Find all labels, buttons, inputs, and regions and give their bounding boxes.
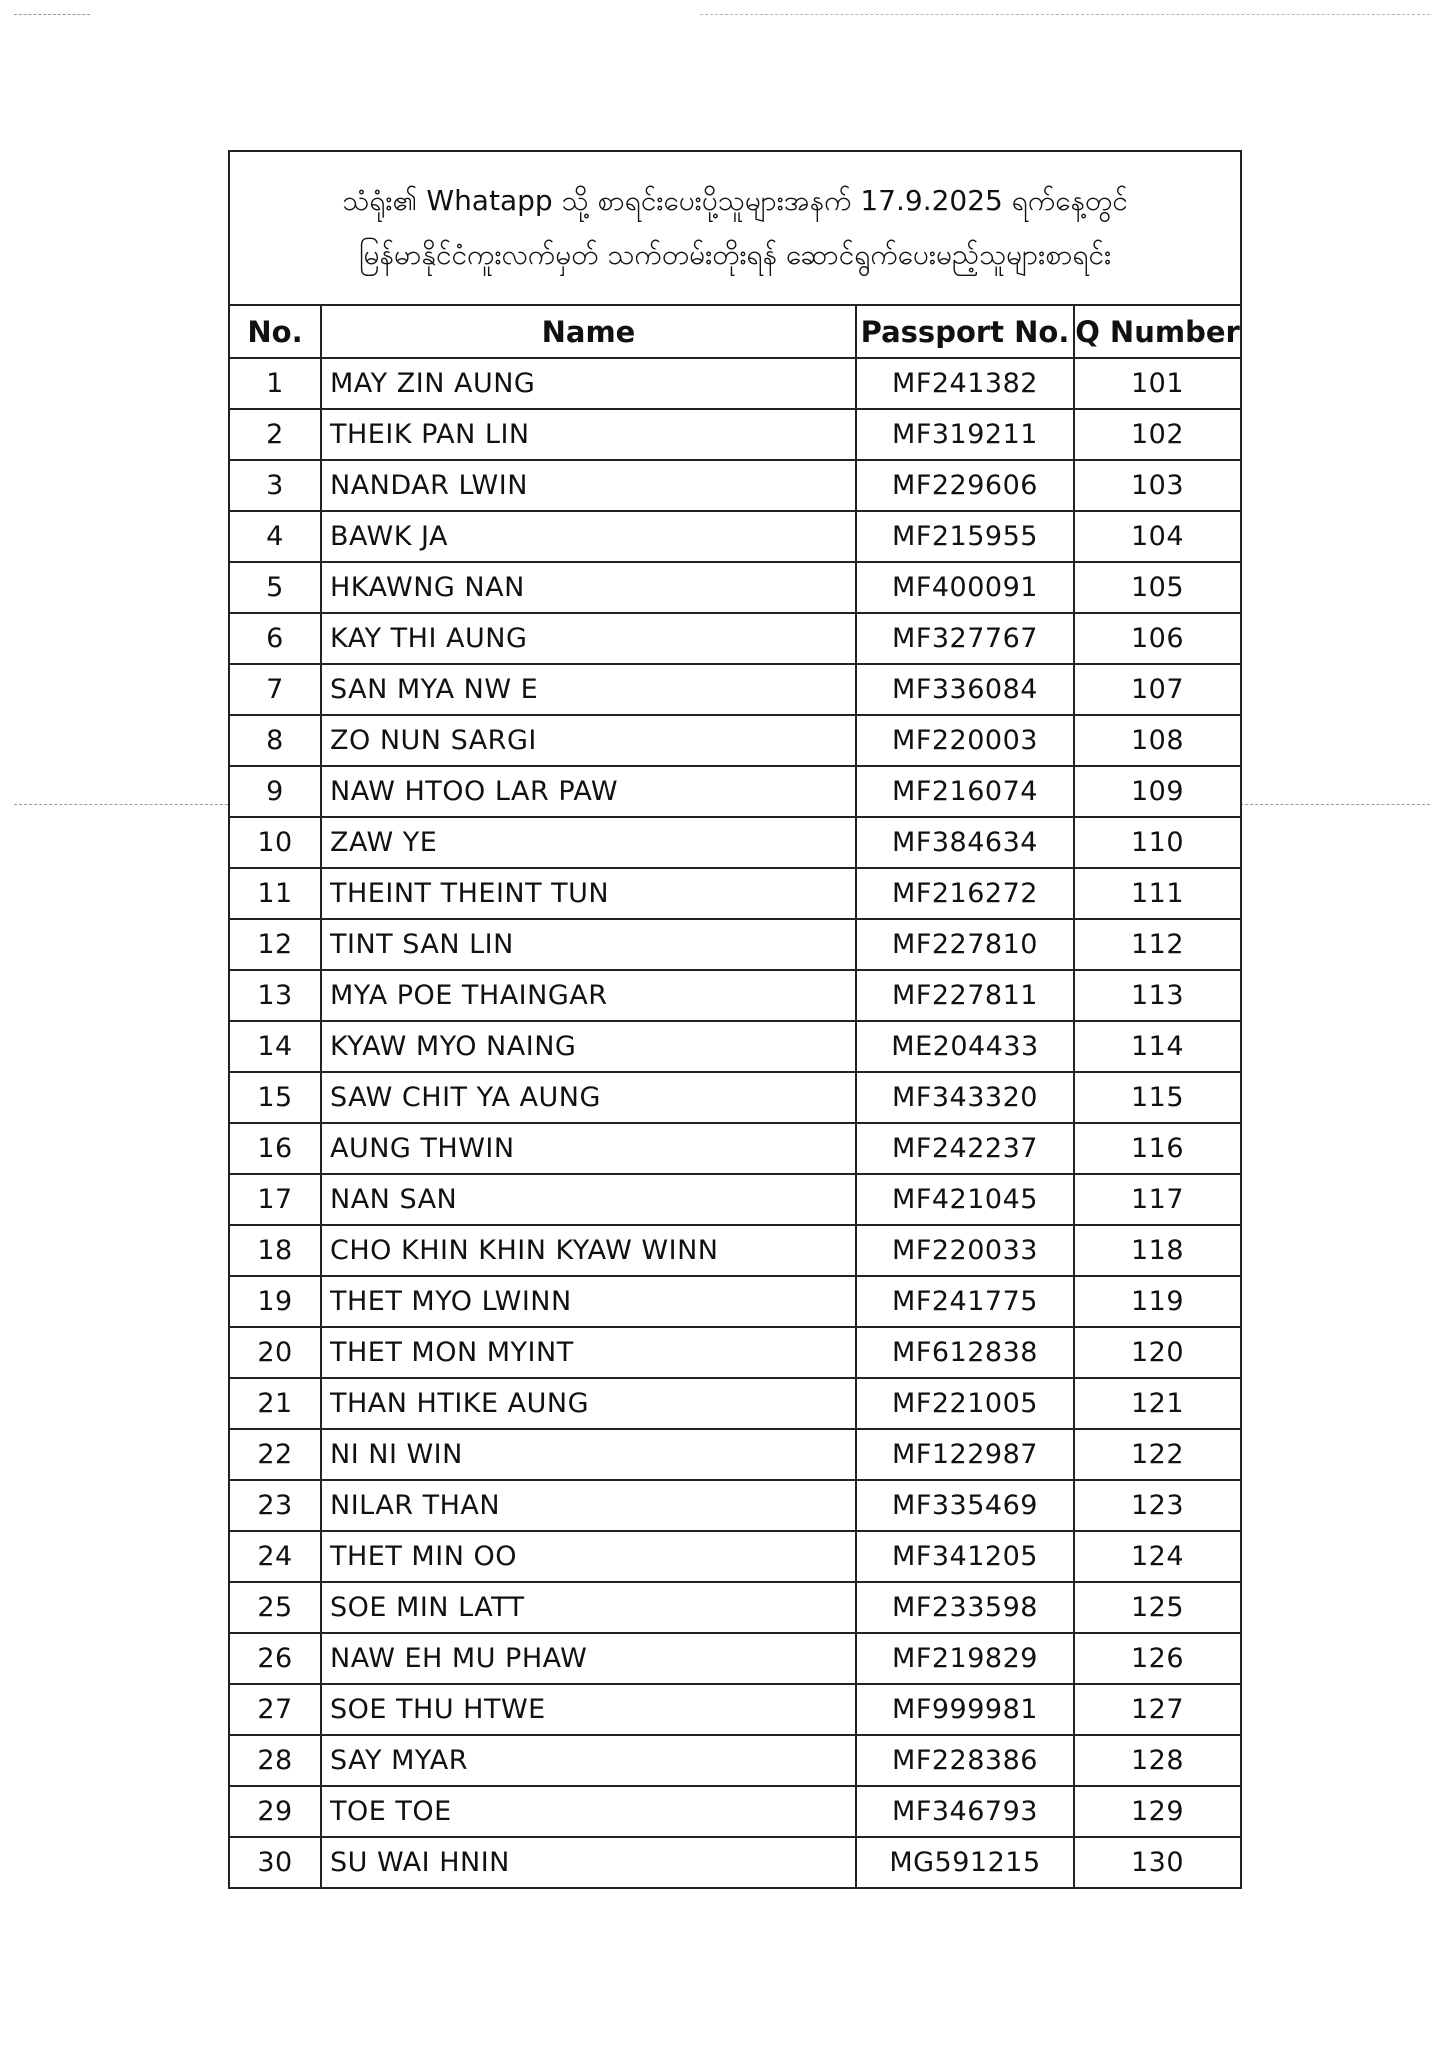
- row-passport-number: MF242237: [856, 1123, 1074, 1174]
- passport-renewal-table: [228, 150, 1242, 1889]
- row-q-number: 130: [1074, 1837, 1241, 1888]
- row-q-number: 128: [1074, 1735, 1241, 1786]
- row-q-number: 109: [1074, 766, 1241, 817]
- row-q-number: 116: [1074, 1123, 1241, 1174]
- row-name: THEINT THEINT TUN: [321, 868, 856, 919]
- row-q-number: 127: [1074, 1684, 1241, 1735]
- row-passport-number: MF346793: [856, 1786, 1074, 1837]
- row-number: 11: [229, 868, 321, 919]
- table-row: [229, 1021, 1241, 1072]
- row-number: 7: [229, 664, 321, 715]
- fold-line-left: [14, 804, 228, 805]
- row-q-number: 118: [1074, 1225, 1241, 1276]
- row-q-number: 113: [1074, 970, 1241, 1021]
- row-number: 25: [229, 1582, 321, 1633]
- row-passport-number: MF122987: [856, 1429, 1074, 1480]
- table-row: [229, 1837, 1241, 1888]
- row-number: 12: [229, 919, 321, 970]
- table-row: [229, 460, 1241, 511]
- table-row: [229, 1327, 1241, 1378]
- row-name: ZAW YE: [321, 817, 856, 868]
- row-q-number: 111: [1074, 868, 1241, 919]
- row-q-number: 108: [1074, 715, 1241, 766]
- row-number: 18: [229, 1225, 321, 1276]
- table-row: [229, 1174, 1241, 1225]
- row-number: 20: [229, 1327, 321, 1378]
- row-name: THET MIN OO: [321, 1531, 856, 1582]
- row-number: 9: [229, 766, 321, 817]
- row-name: SU WAI HNIN: [321, 1837, 856, 1888]
- fold-line-right: [1240, 804, 1430, 805]
- table-row: [229, 1123, 1241, 1174]
- row-passport-number: MF233598: [856, 1582, 1074, 1633]
- row-number: 23: [229, 1480, 321, 1531]
- row-passport-number: MF215955: [856, 511, 1074, 562]
- row-number: 28: [229, 1735, 321, 1786]
- table-row: [229, 358, 1241, 409]
- row-number: 5: [229, 562, 321, 613]
- row-passport-number: MF327767: [856, 613, 1074, 664]
- header-row: [229, 305, 1241, 358]
- row-number: 4: [229, 511, 321, 562]
- row-passport-number: MF229606: [856, 460, 1074, 511]
- row-number: 8: [229, 715, 321, 766]
- row-q-number: 123: [1074, 1480, 1241, 1531]
- header-no: No.: [229, 305, 321, 358]
- row-name: NAN SAN: [321, 1174, 856, 1225]
- row-number: 26: [229, 1633, 321, 1684]
- row-number: 1: [229, 358, 321, 409]
- row-passport-number: MG591215: [856, 1837, 1074, 1888]
- row-passport-number: MF241382: [856, 358, 1074, 409]
- row-q-number: 112: [1074, 919, 1241, 970]
- row-passport-number: MF421045: [856, 1174, 1074, 1225]
- row-name: THAN HTIKE AUNG: [321, 1378, 856, 1429]
- row-name: AUNG THWIN: [321, 1123, 856, 1174]
- table-row: [229, 562, 1241, 613]
- row-passport-number: MF228386: [856, 1735, 1074, 1786]
- table-row: [229, 1480, 1241, 1531]
- document-title: [229, 151, 1241, 305]
- row-q-number: 121: [1074, 1378, 1241, 1429]
- table-row: [229, 715, 1241, 766]
- row-q-number: 114: [1074, 1021, 1241, 1072]
- row-name: SAN MYA NW E: [321, 664, 856, 715]
- row-passport-number: MF220033: [856, 1225, 1074, 1276]
- row-q-number: 124: [1074, 1531, 1241, 1582]
- table-row: [229, 1378, 1241, 1429]
- row-passport-number: MF227810: [856, 919, 1074, 970]
- row-name: NAW EH MU PHAW: [321, 1633, 856, 1684]
- row-number: 2: [229, 409, 321, 460]
- header-q-number: Q Number: [1074, 305, 1241, 358]
- row-name: SAW CHIT YA AUNG: [321, 1072, 856, 1123]
- title-line-1: သံရုံး၏ Whatapp သို့ စာရင်းပေးပို့သူများအနက် 17.9.2025 ရက်နေ့တွင်: [342, 184, 1128, 217]
- row-passport-number: MF335469: [856, 1480, 1074, 1531]
- row-number: 14: [229, 1021, 321, 1072]
- row-name: NILAR THAN: [321, 1480, 856, 1531]
- row-q-number: 129: [1074, 1786, 1241, 1837]
- table-row: [229, 868, 1241, 919]
- row-number: 10: [229, 817, 321, 868]
- row-name: THET MON MYINT: [321, 1327, 856, 1378]
- row-name: NAW HTOO LAR PAW: [321, 766, 856, 817]
- row-number: 24: [229, 1531, 321, 1582]
- title-line-2: မြန်မာနိုင်ငံကူးလက်မှတ် သက်တမ်းတိုးရန် ဆောင်ရွက်ပေးမည့်သူများစာရင်း: [358, 238, 1112, 271]
- row-q-number: 105: [1074, 562, 1241, 613]
- row-name: NI NI WIN: [321, 1429, 856, 1480]
- row-number: 27: [229, 1684, 321, 1735]
- table-row: [229, 1531, 1241, 1582]
- table-row: [229, 664, 1241, 715]
- row-number: 17: [229, 1174, 321, 1225]
- row-number: 22: [229, 1429, 321, 1480]
- row-q-number: 104: [1074, 511, 1241, 562]
- row-passport-number: MF220003: [856, 715, 1074, 766]
- row-passport-number: MF216074: [856, 766, 1074, 817]
- table-row: [229, 919, 1241, 970]
- row-name: MAY ZIN AUNG: [321, 358, 856, 409]
- header-passport-no: Passport No.: [856, 305, 1074, 358]
- row-name: SOE MIN LATT: [321, 1582, 856, 1633]
- row-passport-number: MF216272: [856, 868, 1074, 919]
- row-q-number: 115: [1074, 1072, 1241, 1123]
- row-name: HKAWNG NAN: [321, 562, 856, 613]
- row-passport-number: MF999981: [856, 1684, 1074, 1735]
- row-name: TINT SAN LIN: [321, 919, 856, 970]
- scan-artifact-top-left: [14, 14, 90, 15]
- row-number: 6: [229, 613, 321, 664]
- row-name: SAY MYAR: [321, 1735, 856, 1786]
- row-name: TOE TOE: [321, 1786, 856, 1837]
- table-row: [229, 1735, 1241, 1786]
- row-passport-number: ME204433: [856, 1021, 1074, 1072]
- table-row: [229, 511, 1241, 562]
- table-row: [229, 1633, 1241, 1684]
- row-q-number: 101: [1074, 358, 1241, 409]
- table-row: [229, 1276, 1241, 1327]
- row-number: 15: [229, 1072, 321, 1123]
- row-q-number: 125: [1074, 1582, 1241, 1633]
- table-row: [229, 1684, 1241, 1735]
- row-number: 19: [229, 1276, 321, 1327]
- row-passport-number: MF227811: [856, 970, 1074, 1021]
- row-name: SOE THU HTWE: [321, 1684, 856, 1735]
- table-row: [229, 1429, 1241, 1480]
- row-number: 29: [229, 1786, 321, 1837]
- row-number: 13: [229, 970, 321, 1021]
- row-q-number: 117: [1074, 1174, 1241, 1225]
- table-row: [229, 1225, 1241, 1276]
- table-row: [229, 409, 1241, 460]
- table-row: [229, 970, 1241, 1021]
- row-q-number: 103: [1074, 460, 1241, 511]
- table-row: [229, 613, 1241, 664]
- row-q-number: 110: [1074, 817, 1241, 868]
- row-passport-number: MF221005: [856, 1378, 1074, 1429]
- row-name: NANDAR LWIN: [321, 460, 856, 511]
- row-passport-number: MF612838: [856, 1327, 1074, 1378]
- row-number: 16: [229, 1123, 321, 1174]
- table-row: [229, 817, 1241, 868]
- scan-artifact-top-right: [700, 14, 1430, 15]
- row-passport-number: MF241775: [856, 1276, 1074, 1327]
- row-name: THET MYO LWINN: [321, 1276, 856, 1327]
- row-q-number: 120: [1074, 1327, 1241, 1378]
- row-name: ZO NUN SARGI: [321, 715, 856, 766]
- row-q-number: 119: [1074, 1276, 1241, 1327]
- row-passport-number: MF341205: [856, 1531, 1074, 1582]
- header-name: Name: [321, 305, 856, 358]
- row-q-number: 106: [1074, 613, 1241, 664]
- row-name: THEIK PAN LIN: [321, 409, 856, 460]
- row-q-number: 126: [1074, 1633, 1241, 1684]
- row-name: CHO KHIN KHIN KYAW WINN: [321, 1225, 856, 1276]
- row-passport-number: MF343320: [856, 1072, 1074, 1123]
- row-passport-number: MF319211: [856, 409, 1074, 460]
- row-name: BAWK JA: [321, 511, 856, 562]
- row-number: 3: [229, 460, 321, 511]
- table-row: [229, 766, 1241, 817]
- table-row: [229, 1582, 1241, 1633]
- row-q-number: 122: [1074, 1429, 1241, 1480]
- row-name: KYAW MYO NAING: [321, 1021, 856, 1072]
- row-passport-number: MF219829: [856, 1633, 1074, 1684]
- row-q-number: 102: [1074, 409, 1241, 460]
- row-q-number: 107: [1074, 664, 1241, 715]
- row-passport-number: MF384634: [856, 817, 1074, 868]
- table-row: [229, 1786, 1241, 1837]
- row-name: MYA POE THAINGAR: [321, 970, 856, 1021]
- row-name: KAY THI AUNG: [321, 613, 856, 664]
- table-row: [229, 1072, 1241, 1123]
- row-number: 21: [229, 1378, 321, 1429]
- row-passport-number: MF400091: [856, 562, 1074, 613]
- row-number: 30: [229, 1837, 321, 1888]
- row-passport-number: MF336084: [856, 664, 1074, 715]
